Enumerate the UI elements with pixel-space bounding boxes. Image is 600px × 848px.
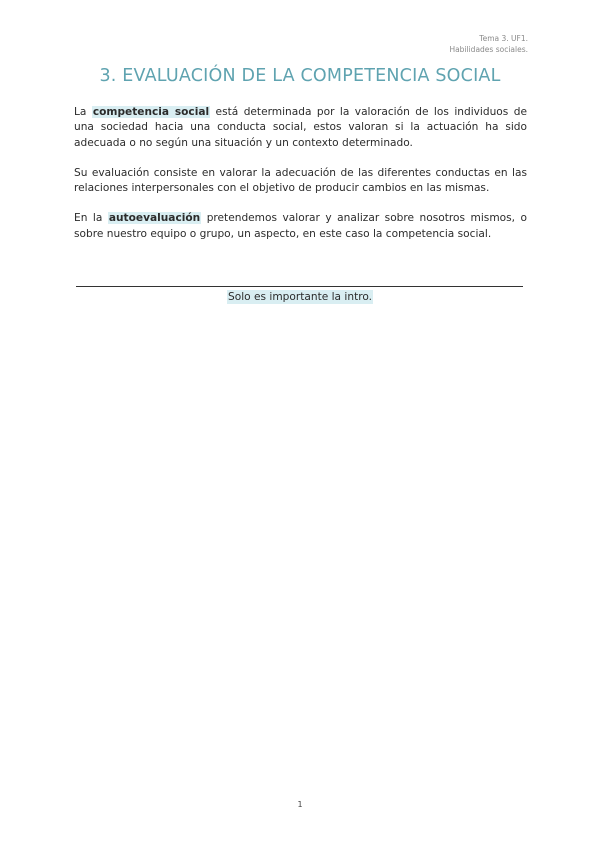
paragraph-competencia-social [74, 105, 527, 151]
section-title: 3. EVALUACIÓN DE LA COMPETENCIA SOCIAL [99, 66, 501, 86]
horizontal-divider [76, 286, 523, 287]
header-topic: Tema 3. UF1. [479, 34, 528, 43]
highlight-competencia-social: competencia social [92, 106, 210, 118]
highlight-autoevaluacion: autoevaluación [108, 212, 201, 225]
paragraph-evaluacion: Su evaluación consiste en valorar la adecuación de las diferentes conductas en las relaciones interpersonales con el objetivo de producir cambios en las mismas. [74, 166, 527, 195]
page-number: 1 [297, 800, 303, 809]
running-header [449, 33, 528, 55]
p3-before: En la [74, 212, 108, 225]
highlighted-note: Solo es importante la intro. [227, 291, 373, 303]
paragraph-autoevaluacion [74, 211, 527, 242]
body-text [74, 105, 527, 257]
p1-after: está determinada por la valoración de los individuos de una sociedad hacia una conducta social, estos valoran si la actuación ha sido adecuada o no según una situación y un contexto determinado. [74, 106, 527, 149]
p1-before: La [74, 106, 92, 118]
header-subject: Habilidades sociales. [449, 45, 528, 54]
p3-after: pretendemos valorar y analizar sobre nosotros mismos, o sobre nuestro equipo o grupo, un aspecto, en este caso la competencia social. [74, 212, 527, 240]
note-line [0, 290, 600, 305]
